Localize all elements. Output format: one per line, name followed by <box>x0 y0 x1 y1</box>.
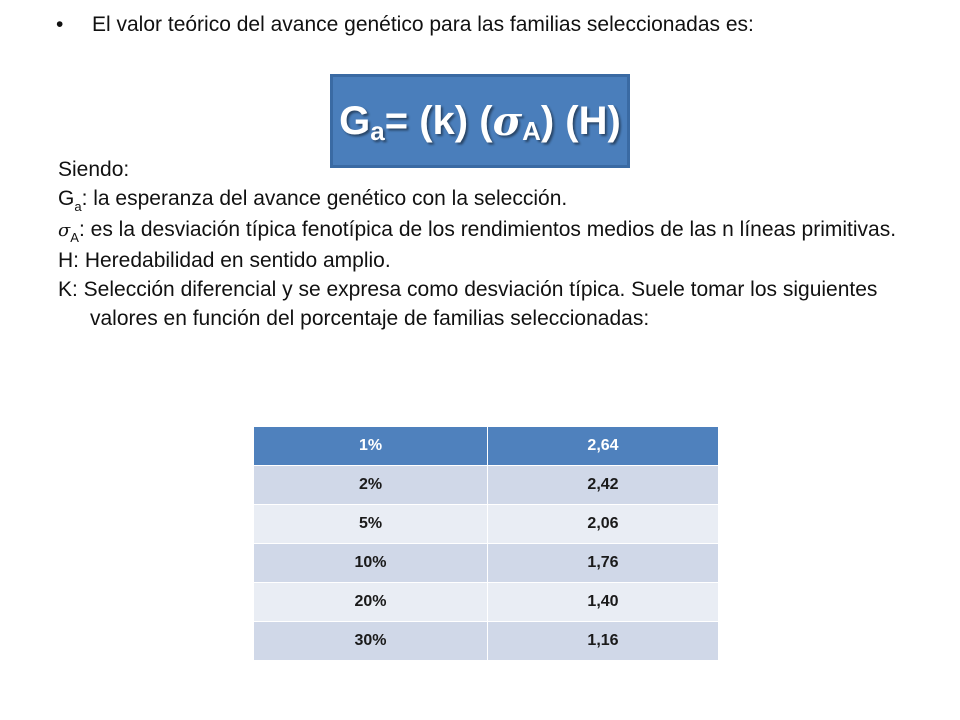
sigma-letter: σ <box>58 220 71 241</box>
k-cell: 2,06 <box>488 505 719 544</box>
k-cell: 1,40 <box>488 583 719 622</box>
table-row <box>254 505 719 544</box>
sigma-subscript: A <box>70 230 79 245</box>
ga-letter: G <box>58 187 75 210</box>
k-cell: 1,16 <box>488 622 719 661</box>
siendo-label: Siendo: <box>58 158 130 181</box>
definitions <box>58 155 898 333</box>
table-row <box>254 466 719 505</box>
table-row <box>254 622 719 661</box>
formula-g: G <box>339 98 371 143</box>
pct-cell: 30% <box>254 622 488 661</box>
table-row <box>254 427 719 466</box>
pct-cell: 2% <box>254 466 488 505</box>
table-row <box>254 544 719 583</box>
k-cell: 2,64 <box>488 427 719 466</box>
table-row <box>254 583 719 622</box>
definition-h: H: Heredabilidad en sentido amplio. <box>58 249 391 272</box>
pct-cell: 5% <box>254 505 488 544</box>
ga-subscript: a <box>74 199 82 214</box>
formula-sigma-subscript: A <box>522 115 541 146</box>
intro-text: El valor teórico del avance genético para las familias seleccionadas es: <box>92 13 754 36</box>
formula-eq: = (k) ( <box>384 98 493 143</box>
selection-table <box>254 427 719 661</box>
formula-tail: ) (H) <box>540 98 621 143</box>
sigma-text: : es la desviación típica fenotípica de los rendimientos medios de las n líneas primitivas. <box>78 218 897 241</box>
definition-k: K: Selección diferencial y se expresa como desviación típica. Suele tomar los siguientes valores en función del porcentaje de familias seleccionadas: <box>58 278 878 330</box>
k-cell: 1,76 <box>488 544 719 583</box>
pct-cell: 1% <box>254 427 488 466</box>
formula-g-subscript: a <box>370 115 385 146</box>
formula-box <box>330 74 630 168</box>
pct-cell: 10% <box>254 544 488 583</box>
formula-sigma: σ <box>492 97 523 145</box>
definition-ga <box>58 184 898 215</box>
k-cell: 2,42 <box>488 466 719 505</box>
definition-sigma <box>58 215 898 246</box>
bullet-marker: • <box>56 13 64 36</box>
ga-text: : la esperanza del avance genético con la selección. <box>81 187 568 210</box>
pct-cell: 20% <box>254 583 488 622</box>
